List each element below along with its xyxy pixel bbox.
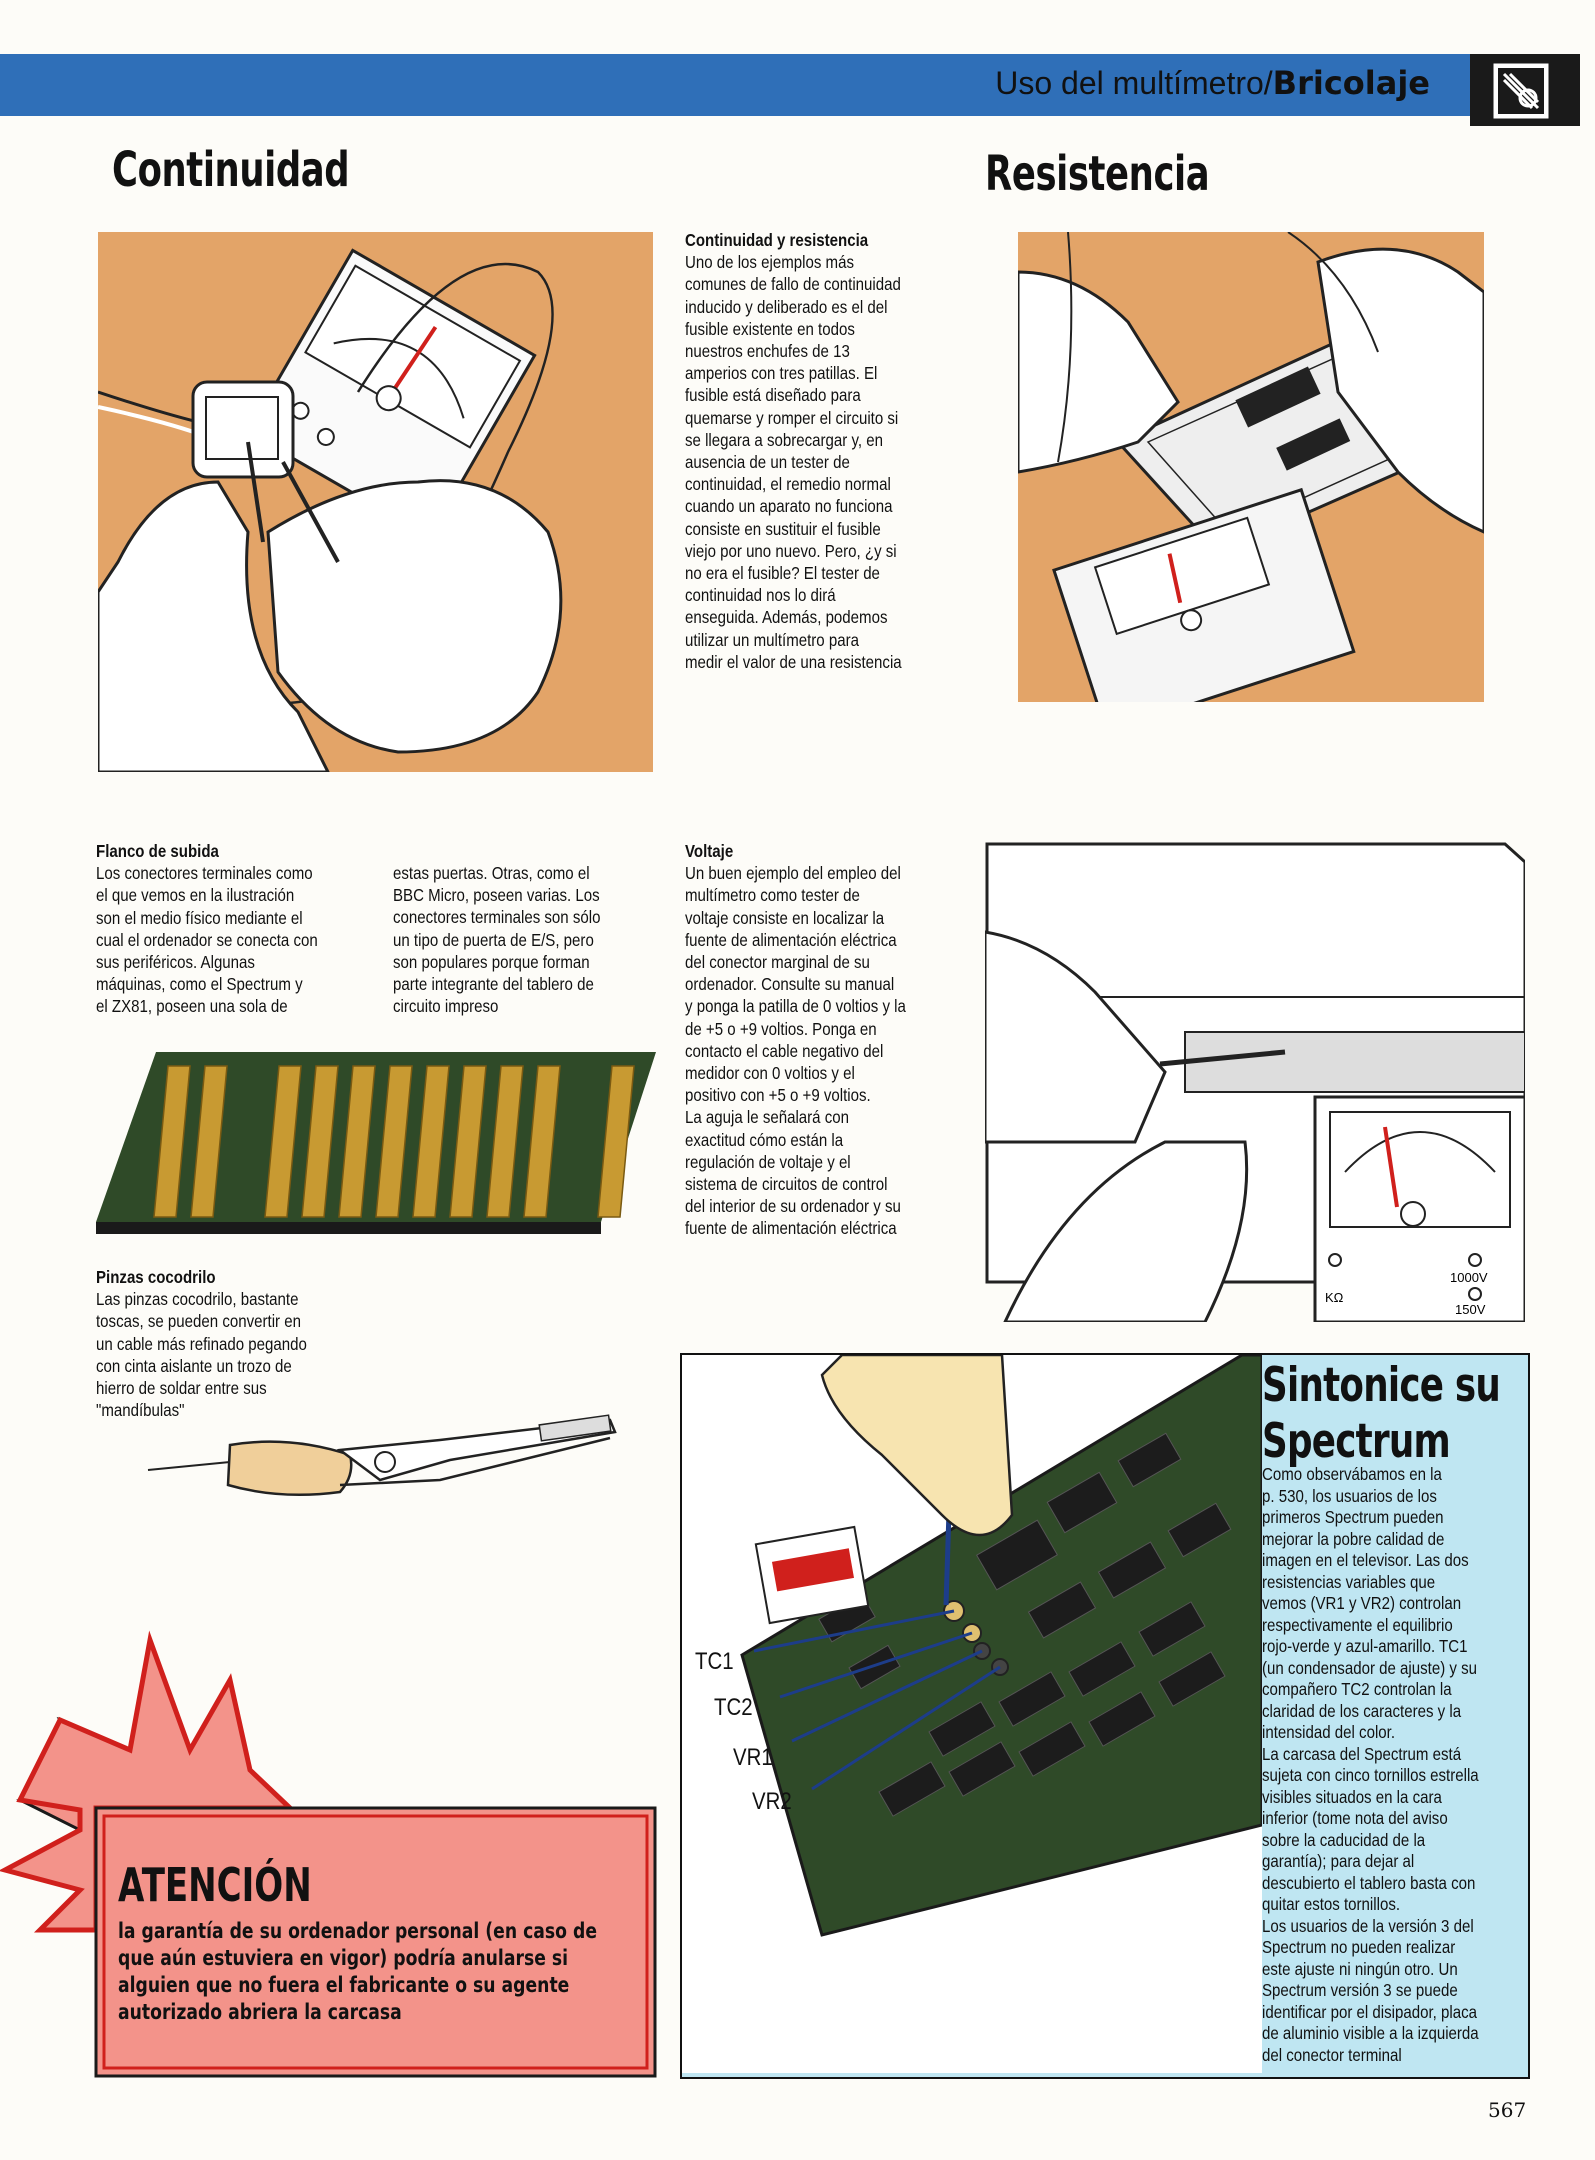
- text-line: garantía); para dejar al: [1262, 1851, 1415, 1871]
- header-category: Bricolaje: [1272, 64, 1430, 102]
- text-line: del conector marginal de su: [685, 952, 870, 973]
- text-line: sobre la caducidad de la: [1262, 1829, 1426, 1850]
- text-line: respectivamente el equilibrio: [1262, 1614, 1453, 1635]
- text-line: medir el valor de una resistencia: [685, 651, 902, 672]
- text-line: vemos (VR1 y VR2) controlan: [1262, 1593, 1462, 1613]
- text-line: resistencias variables que: [1262, 1571, 1436, 1592]
- text-line: quemarse y romper el circuito si: [685, 407, 899, 428]
- text-line: un tipo de puerta de E/S, pero: [393, 929, 594, 950]
- text-line: primeros Spectrum pueden: [1262, 1507, 1444, 1527]
- text-line: La carcasa del Spectrum está: [1262, 1743, 1462, 1764]
- text-line: BBC Micro, poseen varias. Los: [393, 885, 600, 906]
- flanco-col1: [96, 840, 358, 1018]
- text-line: Los conectores terminales como: [96, 863, 313, 884]
- label-tc1: TC1: [695, 1648, 734, 1675]
- spectrum-board-illustration: [682, 1355, 1262, 2073]
- text-line: regulación de voltaje y el: [685, 1151, 851, 1172]
- text-line: fusible existente en todos: [685, 318, 855, 339]
- text-line: La aguja le señalará con: [685, 1107, 850, 1128]
- sintonice-body: [1262, 1464, 1520, 2066]
- text-line: este ajuste ni ningún otro. Un: [1262, 1958, 1458, 1979]
- text-line: del interior de su ordenador y su: [685, 1196, 901, 1217]
- voltaje-text: [685, 840, 952, 1240]
- text-line: multímetro como tester de: [685, 885, 860, 906]
- edge-connector-illustration: [96, 1052, 656, 1234]
- text-line: inferior (tome nota del aviso: [1262, 1808, 1448, 1828]
- sintonice-title-line1: Sintonice su: [1262, 1358, 1501, 1413]
- text-line: p. 530, los usuarios de los: [1262, 1485, 1437, 1506]
- resistencia-title: Resistencia: [985, 146, 1210, 202]
- text-line: continuidad nos lo dirá: [685, 585, 836, 606]
- text-line: conectores terminales son sólo: [393, 907, 601, 928]
- text-line: son el medio físico mediante el: [96, 907, 303, 928]
- text-line: fusible está diseñado para: [685, 385, 861, 406]
- atencion-body: [118, 1918, 626, 2026]
- text-line: inducido y deliberado es el del: [685, 296, 888, 317]
- text-line: no era el fusible? El tester de: [685, 563, 880, 584]
- tools-square-icon: [1470, 54, 1580, 126]
- text-line: rojo-verde y azul-amarillo. TC1: [1262, 1636, 1468, 1656]
- text-line: mejorar la pobre calidad de: [1262, 1528, 1445, 1549]
- meter-label-kohm: KΩ: [1325, 1290, 1344, 1305]
- text-line: continuidad, el remedio normal: [685, 474, 891, 495]
- atencion-title: ATENCIÓN: [118, 1858, 312, 1912]
- text-line: circuito impreso: [393, 996, 499, 1017]
- sintonice-title: [1262, 1358, 1500, 1470]
- text-line: parte integrante del tablero de: [393, 974, 594, 995]
- flanco-col1-body: [96, 862, 358, 1017]
- text-line: de aluminio visible a la izquierda: [1262, 2023, 1479, 2043]
- sintonice-title-line2: Spectrum: [1262, 1414, 1450, 1469]
- voltaje-heading: Voltaje: [685, 841, 734, 861]
- text-line: del conector terminal: [1262, 2044, 1402, 2065]
- voltage-illustration: [985, 842, 1525, 1322]
- text-line: toscas, se pueden convertir en: [96, 1311, 301, 1332]
- meter-label-150v: 150V: [1455, 1302, 1486, 1317]
- text-line: comunes de fallo de continuidad: [685, 274, 901, 295]
- continuidad-resistencia-text: [685, 229, 952, 673]
- pinzas-text: [96, 1266, 354, 1421]
- text-line: medidor con 0 voltios y el: [685, 1063, 855, 1084]
- text-line: máquinas, como el Spectrum y: [96, 974, 303, 995]
- text-line: Spectrum versión 3 se puede: [1262, 1980, 1458, 2000]
- text-line: sujeta con cinco tornillos estrella: [1262, 1765, 1479, 1785]
- flanco-col2: [393, 862, 655, 1017]
- flanco-col2-body: [393, 862, 655, 1017]
- text-line: Spectrum no pueden realizar: [1262, 1937, 1456, 1957]
- text-line: autorizado abriera la carcasa: [118, 2000, 402, 2024]
- text-line: Los usuarios de la versión 3 del: [1262, 1915, 1474, 1936]
- text-line: imagen en el televisor. Las dos: [1262, 1550, 1469, 1570]
- continuidad-resistencia-body: [685, 251, 952, 673]
- text-line: sistema de circuitos de control: [685, 1174, 888, 1195]
- text-line: cual el ordenador se conecta con: [96, 929, 318, 950]
- text-line: nuestros enchufes de 13: [685, 341, 850, 362]
- text-line: intensidad del color.: [1262, 1722, 1396, 1742]
- text-line: alguien que no fuera el fabricante o su agente: [118, 1973, 570, 1997]
- text-line: viejo por uno nuevo. Pero, ¿y si: [685, 540, 897, 561]
- text-line: positivo con +5 o +9 voltios.: [685, 1085, 871, 1106]
- text-line: la garantía de su ordenador personal (en caso de: [118, 1919, 598, 1943]
- text-line: sus periféricos. Algunas: [96, 952, 255, 973]
- text-line: consiste en sustituir el fusible: [685, 518, 881, 539]
- continuidad-title: Continuidad: [112, 142, 350, 198]
- text-line: Uno de los ejemplos más: [685, 252, 854, 273]
- text-line: amperios con tres patillas. El: [685, 363, 878, 384]
- text-line: ausencia de un tester de: [685, 452, 850, 473]
- alligator-clip-illustration: [140, 1400, 630, 1510]
- text-line: Como observábamos en la: [1262, 1464, 1442, 1484]
- text-line: y ponga la patilla de 0 voltios y la: [685, 996, 906, 1017]
- meter-label-1000v: 1000V: [1450, 1270, 1488, 1285]
- text-line: que aún estuviera en vigor) podría anularse si: [118, 1946, 569, 1970]
- text-line: hierro de soldar entre sus: [96, 1378, 267, 1399]
- label-tc2: TC2: [714, 1694, 753, 1721]
- label-vr1: VR1: [733, 1744, 773, 1771]
- header-section: Uso del multímetro/: [995, 65, 1273, 101]
- label-vr2: VR2: [752, 1788, 792, 1815]
- text-line: enseguida. Además, podemos: [685, 607, 888, 628]
- text-line: "mandíbulas": [96, 1400, 185, 1421]
- text-line: descubierto el tablero basta con: [1262, 1872, 1476, 1893]
- pinzas-heading: Pinzas cocodrilo: [96, 1267, 216, 1287]
- continuity-illustration: [98, 232, 653, 772]
- flanco-heading: Flanco de subida: [96, 841, 219, 861]
- text-line: Un buen ejemplo del empleo del: [685, 863, 901, 884]
- text-line: estas puertas. Otras, como el: [393, 863, 590, 883]
- text-line: con cinta aislante un trozo de: [96, 1355, 292, 1376]
- text-line: claridad de los caracteres y la: [1262, 1700, 1462, 1721]
- text-line: visibles situados en la cara: [1262, 1786, 1442, 1807]
- text-line: de +5 o +9 voltios. Ponga en: [685, 1018, 877, 1039]
- text-line: el que vemos en la ilustración: [96, 885, 295, 906]
- text-line: contacto el cable negativo del: [685, 1040, 884, 1061]
- text-line: se llegara a sobrecargar y, en: [685, 429, 883, 450]
- text-line: el ZX81, poseen una sola de: [96, 996, 288, 1017]
- text-line: identificar por el disipador, placa: [1262, 2001, 1478, 2022]
- text-line: compañero TC2 controlan la: [1262, 1679, 1452, 1699]
- text-line: un cable más refinado pegando: [96, 1333, 307, 1354]
- text-line: utilizar un multímetro para: [685, 629, 859, 650]
- text-line: Las pinzas cocodrilo, bastante: [96, 1289, 299, 1310]
- text-line: fuente de alimentación eléctrica: [685, 1218, 897, 1239]
- text-line: cuando un aparato no funciona: [685, 496, 893, 517]
- text-line: voltaje consiste en localizar la: [685, 907, 885, 928]
- text-line: ordenador. Consulte su manual: [685, 974, 895, 995]
- text-line: quitar estos tornillos.: [1262, 1894, 1401, 1914]
- continuidad-resistencia-heading: Continuidad y resistencia: [685, 230, 869, 250]
- text-line: son populares porque forman: [393, 951, 590, 972]
- resistance-illustration: [1018, 232, 1484, 702]
- text-line: exactitud cómo están la: [685, 1129, 844, 1150]
- text-line: (un condensador de ajuste) y su: [1262, 1657, 1478, 1678]
- voltaje-body: [685, 862, 952, 1239]
- text-line: fuente de alimentación eléctrica: [685, 929, 897, 950]
- header-title: [995, 64, 1430, 102]
- page-number: 567: [1488, 2098, 1527, 2122]
